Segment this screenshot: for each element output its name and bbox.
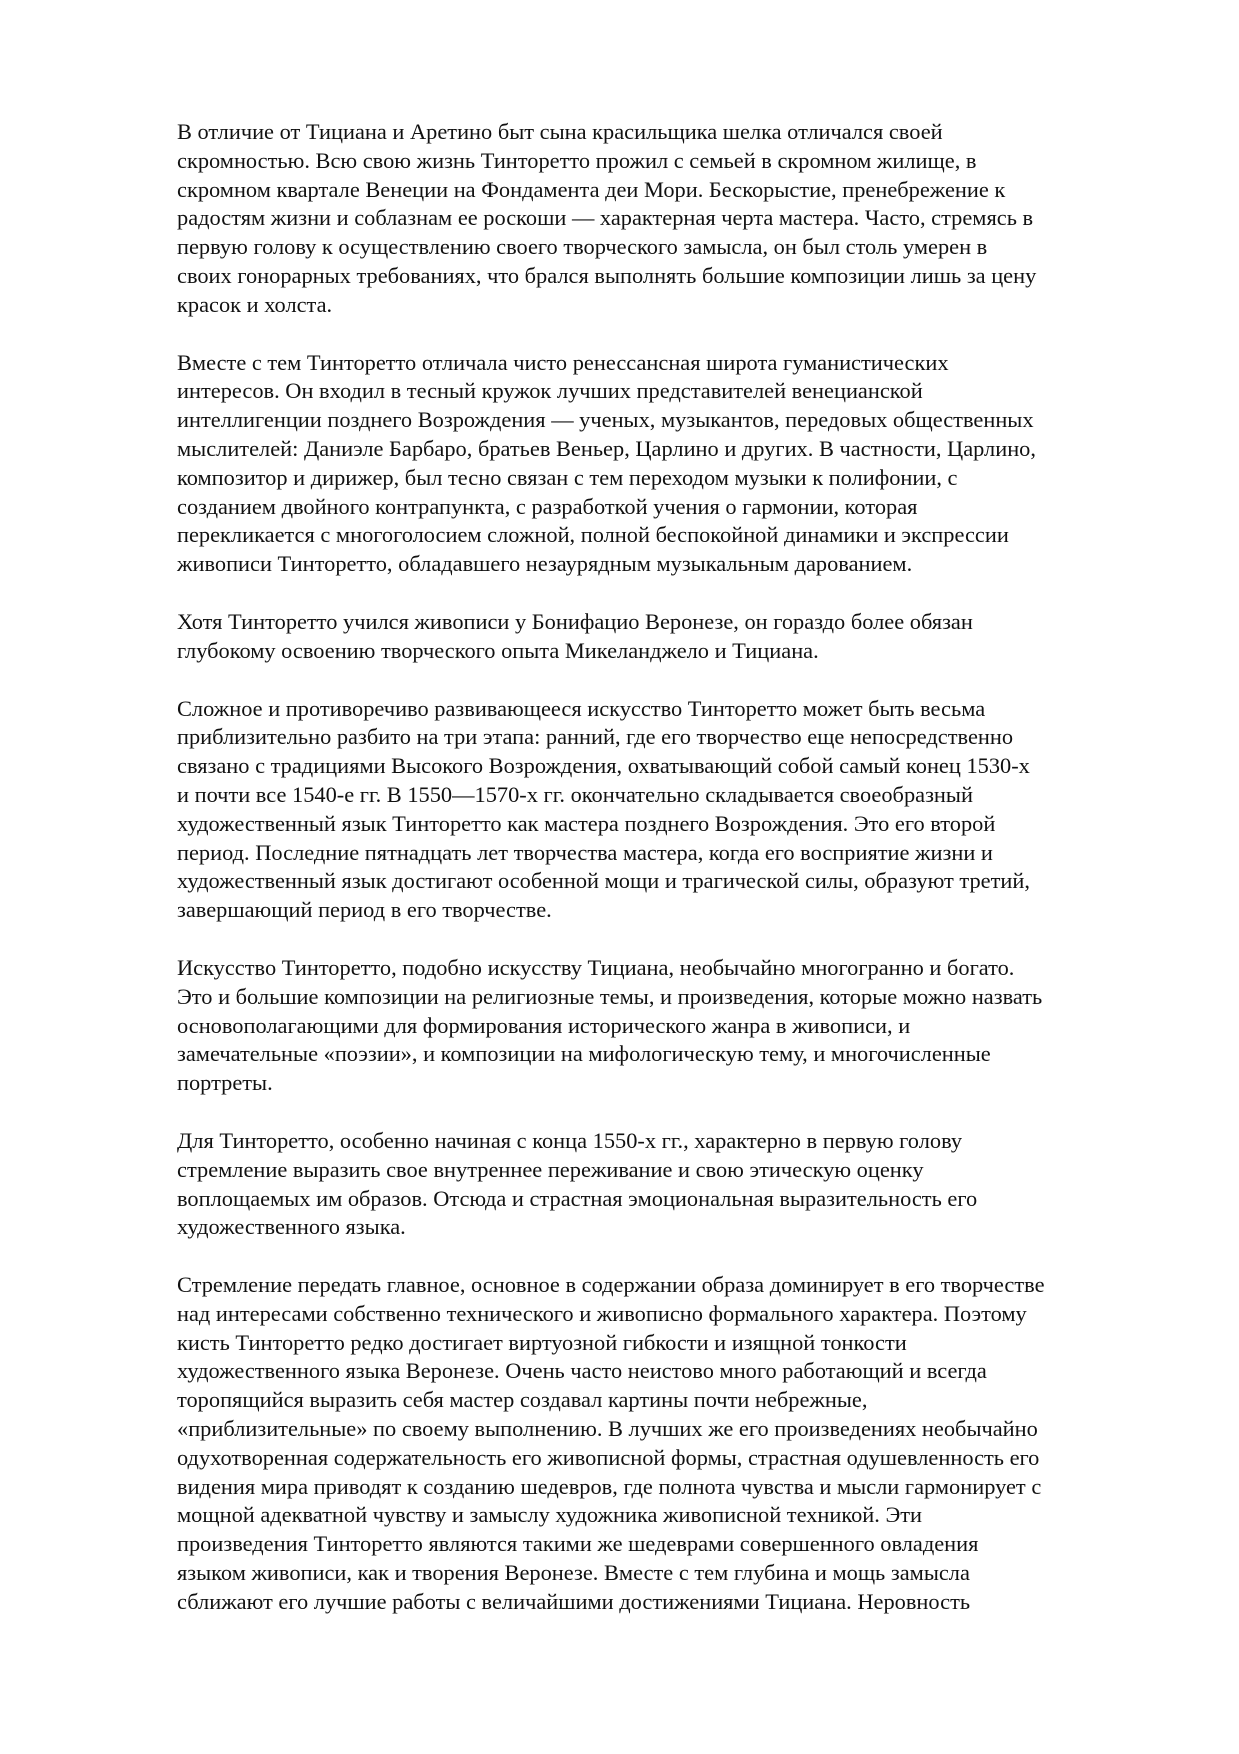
paragraph-3 xyxy=(177,608,1167,666)
paragraph-5 xyxy=(177,954,1167,1098)
paragraph-2 xyxy=(177,349,1167,579)
paragraph-4 xyxy=(177,695,1167,925)
text-line: интеллигенции позднего Возрождения — ученых, музыкантов, передовых общественных xyxy=(177,407,1034,433)
text-line: основополагающими для формирования исторического жанра в живописи, и xyxy=(177,1012,911,1038)
text-line: перекликается с многоголосием сложной, полной беспокойной динамики и экспрессии xyxy=(177,522,1009,548)
text-line: приблизительно разбито на три этапа: ранний, где его творчество еще непосредственно xyxy=(177,724,1014,750)
text-line: своих гонорарных требованиях, что брался выполнять большие композиции лишь за цену xyxy=(177,262,1037,288)
text-line: языком живописи, как и творения Веронезе. Вместе с тем глубина и мощь замысла xyxy=(177,1560,970,1586)
text-line: художественный язык Тинторетто как мастера позднего Возрождения. Это его второй xyxy=(177,810,996,836)
text-line: Для Тинторетто, особенно начиная с конца 1550-х гг., характерно в первую голову xyxy=(177,1127,963,1153)
text-line: художественный язык достигают особенной мощи и трагической силы, образуют третий, xyxy=(177,868,1030,894)
text-line: кисть Тинторетто редко достигает виртуозной гибкости и изящной тонкости xyxy=(177,1329,907,1355)
text-line: художественного языка. xyxy=(177,1214,406,1240)
text-line: красок и холста. xyxy=(177,291,333,317)
text-line: воплощаемых им образов. Отсюда и страстная эмоциональная выразительность его xyxy=(177,1185,978,1211)
text-line: глубокому освоению творческого опыта Микеланджело и Тициана. xyxy=(177,637,819,663)
text-line: художественного языка Веронезе. Очень часто неистово много работающий и всегда xyxy=(177,1358,987,1384)
text-line: сближают его лучшие работы с величайшими достижениями Тициана. Неровность xyxy=(177,1588,971,1614)
text-line: и почти все 1540-е гг. В 1550—1570-х гг. окончательно складывается своеобразный xyxy=(177,781,973,807)
text-line: замечательные «поэзии», и композиции на мифологическую тему, и многочисленные xyxy=(177,1041,991,1067)
paragraph-1 xyxy=(177,118,1167,320)
text-line: одухотворенная содержательность его живописной формы, страстная одушевленность его xyxy=(177,1444,1040,1470)
text-line: композитор и дирижер, был тесно связан с тем переходом музыки к полифонии, с xyxy=(177,464,958,490)
text-line: Сложное и противоречиво развивающееся искусство Тинторетто может быть весьма xyxy=(177,695,986,721)
text-line: живописи Тинторетто, обладавшего незаурядным музыкальным дарованием. xyxy=(177,551,913,577)
text-line: период. Последние пятнадцать лет творчества мастера, когда его восприятие жизни и xyxy=(177,839,993,865)
text-line: торопящийся выразить себя мастер создавал картины почти небрежные, xyxy=(177,1387,868,1413)
text-line: стремление выразить свое внутреннее переживание и свою этическую оценку xyxy=(177,1156,924,1182)
text-line: первую голову к осуществлению своего творческого замысла, он был столь умерен в xyxy=(177,234,988,260)
text-line: связано с традициями Высокого Возрождения, охватывающий собой самый конец 1530-х xyxy=(177,753,1030,779)
paragraph-7 xyxy=(177,1271,1167,1617)
text-line: «приблизительные» по своему выполнению. В лучших же его произведениях необычайно xyxy=(177,1416,1038,1442)
document-body xyxy=(177,118,1167,1646)
text-line: радостям жизни и соблазнам ее роскоши — характерная черта мастера. Часто, стремясь в xyxy=(177,205,1034,231)
paragraph-6 xyxy=(177,1127,1167,1242)
text-line: Хотя Тинторетто учился живописи у Бонифацио Веронезе, он гораздо более обязан xyxy=(177,608,973,634)
text-line: Это и большие композиции на религиозные темы, и произведения, которые можно назвать xyxy=(177,983,1043,1009)
text-line: интересов. Он входил в тесный кружок лучших представителей венецианской xyxy=(177,378,923,404)
text-line: Стремление передать главное, основное в содержании образа доминирует в его творчестве xyxy=(177,1272,1045,1298)
text-line: созданием двойного контрапункта, с разработкой учения о гармонии, которая xyxy=(177,493,918,519)
text-line: завершающий период в его творчестве. xyxy=(177,897,552,923)
text-line: мощной адекватной чувству и замыслу художника живописной техникой. Эти xyxy=(177,1502,923,1528)
text-line: В отличие от Тициана и Аретино быт сына красильщика шелка отличался своей xyxy=(177,119,943,144)
text-line: мыслителей: Даниэле Барбаро, братьев Веньер, Царлино и других. В частности, Царлино, xyxy=(177,435,1036,461)
text-line: скромном квартале Венеции на Фондамента деи Мори. Бескорыстие, пренебрежение к xyxy=(177,176,1006,202)
text-line: Вместе с тем Тинторетто отличала чисто ренессансная широта гуманистических xyxy=(177,349,949,375)
text-line: скромностью. Всю свою жизнь Тинторетто прожил с семьей в скромном жилище, в xyxy=(177,147,977,173)
text-line: видения мира приводят к созданию шедевров, где полнота чувства и мысли гармонирует с xyxy=(177,1473,1042,1499)
text-line: произведения Тинторетто являются такими же шедеврами совершенного овладения xyxy=(177,1531,979,1557)
text-line: Искусство Тинторетто, подобно искусству Тициана, необычайно многогранно и богато. xyxy=(177,954,1015,980)
text-line: портреты. xyxy=(177,1070,273,1096)
text-line: над интересами собственно технического и живописно формального характера. Поэтому xyxy=(177,1300,1027,1326)
